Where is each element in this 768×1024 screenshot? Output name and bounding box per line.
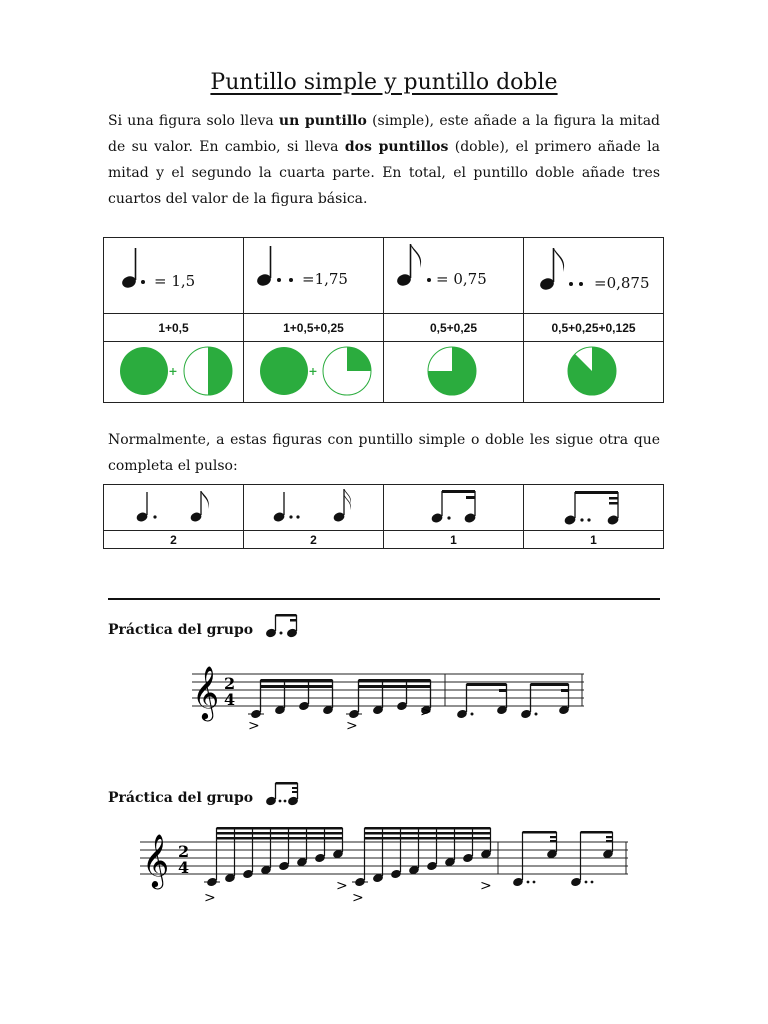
pie-single-4 [524, 342, 663, 399]
practice-1-heading [108, 622, 253, 638]
rhythm-cell-1 [104, 485, 244, 531]
count-label: 1 [524, 531, 664, 549]
dotted-quarter-eighth-icon [104, 485, 243, 527]
pie-cell [524, 342, 664, 403]
pie-slice [208, 347, 232, 395]
rhythm-pairs-table [103, 484, 664, 549]
count-label: 2 [104, 531, 244, 549]
pie-full-circle [260, 347, 308, 395]
pie-cell [104, 342, 244, 403]
cell-double-dotted-quarter [244, 238, 384, 314]
pie-slice [568, 347, 616, 395]
pie-slice [347, 347, 371, 371]
cell-double-dotted-eighth [524, 238, 664, 314]
intro-bold-dos-puntillos: dos puntillos [344, 139, 449, 155]
sum-label: 0,5+0,25+0,125 [524, 314, 664, 342]
accent-icon: > [420, 704, 432, 720]
pie-single-3 [384, 342, 523, 399]
sum-label: 1+0,5+0,25 [244, 314, 384, 342]
sum-label: 0,5+0,25 [384, 314, 524, 342]
plus-sign: + [308, 365, 318, 378]
time-sig-top: 2 [178, 842, 190, 861]
accent-icon: > [346, 718, 358, 732]
practice-1-label: Práctica del grupo [108, 622, 254, 638]
cell-dotted-quarter [104, 238, 244, 314]
accent-icon: > [204, 890, 216, 906]
intro-text-a: Si una figura solo lleva [108, 113, 279, 129]
accent-icon: > [336, 878, 348, 894]
dot-values-table [103, 237, 664, 403]
time-sig-top: 2 [224, 674, 236, 693]
accent-icon: > [352, 890, 364, 906]
accent-icon: > [248, 718, 260, 732]
second-paragraph: Normalmente, a estas figuras con puntillo simple o doble les sigue otra que completa el pulso: [108, 432, 660, 474]
sum-label: 1+0,5 [104, 314, 244, 342]
count-label: 1 [384, 531, 524, 549]
value-label: = 0,75 [436, 270, 487, 288]
pie-cell [244, 342, 384, 403]
practice-2-heading [108, 790, 253, 806]
dotted-eighth-sixteenth-beamed-icon [384, 485, 523, 527]
rhythm-cell-2 [244, 485, 384, 531]
rhythm-cell-3 [384, 485, 524, 531]
pie-pair-1 [104, 342, 243, 399]
double-dotted-quarter-sixteenth-icon [244, 485, 383, 527]
treble-clef-icon: 𝄞 [192, 665, 220, 719]
time-sig-bottom: 4 [224, 690, 236, 709]
practice-1-staff [186, 660, 586, 732]
value-label: =0,875 [594, 274, 650, 292]
section-divider [108, 598, 660, 600]
value-label: =1,75 [302, 270, 348, 288]
dotted-eighth-sixteenth-icon [262, 612, 302, 640]
double-dotted-eighth-thirtysecond-icon [262, 780, 302, 808]
plus-sign: + [168, 365, 178, 378]
count-label: 2 [244, 531, 384, 549]
cell-dotted-eighth [384, 238, 524, 314]
accent-icon: > [480, 878, 492, 894]
value-label: = 1,5 [154, 272, 196, 290]
practice-2-label: Práctica del grupo [108, 790, 254, 806]
treble-clef-icon: 𝄞 [142, 833, 170, 887]
double-dotted-eighth-thirtysecond-beamed-icon [524, 485, 663, 527]
intro-text-e: (doble), el primero añade la mitad y el segundo la cuarta parte. En total, el puntillo doble añade tres cuartos del valor de la figura básica. [108, 139, 660, 207]
pie-pair-2 [244, 342, 383, 399]
practice-2-staff [140, 818, 630, 910]
intro-bold-un-puntillo: un puntillo [278, 113, 367, 129]
rhythm-cell-4 [524, 485, 664, 531]
pie-cell [384, 342, 524, 403]
pie-full-circle [120, 347, 168, 395]
intro-text-c: (simple), este añade a la figura la mitad de su valor. En cambio, si lleva [108, 113, 661, 155]
time-sig-bottom: 4 [178, 858, 190, 877]
intro-paragraph [108, 108, 660, 212]
page-title: Puntillo simple y puntillo doble [210, 70, 558, 95]
